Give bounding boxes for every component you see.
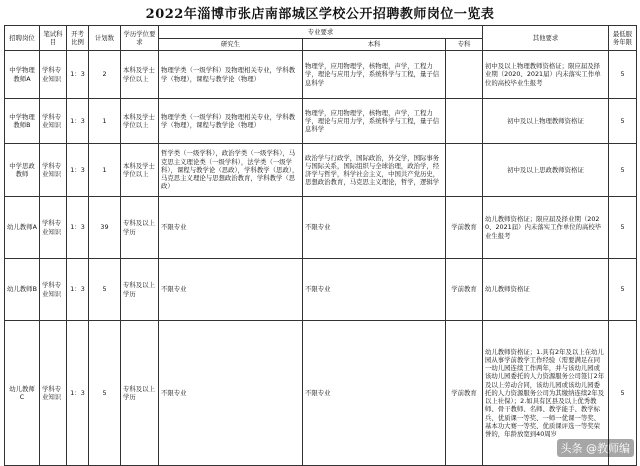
cell-service: 5 — [609, 259, 637, 321]
header-row-1 — [5, 26, 637, 39]
cell-grad: 哲学类（一级学科），政治学类（一级学科），马克思主义理论类（一级学科），法学类（一级学科），课程与教学论（思政），学科教学（思政），马克思主义理论与思想政治教育，学科教学（思政） — [159, 144, 303, 197]
table-row — [5, 259, 637, 321]
cell-plan: 1 — [89, 144, 121, 197]
cell-grad: 不限专业 — [159, 321, 303, 466]
cell-degree: 本科及学士学位以上 — [121, 51, 159, 99]
header-major-group: 专业要求 — [159, 26, 483, 39]
header-service: 最低服务年限 — [609, 26, 637, 51]
cell-other: 幼儿教师资格证；限应届及择业期（2020、2021届）内未落实工作单位的高校毕业生报考 — [483, 197, 609, 259]
cell-other: 初中及以上物理教师资格证；限应届及择业期（2020、2021届）内未落实工作单位的高校毕业生报考 — [483, 51, 609, 99]
table-row — [5, 99, 637, 144]
cell-college: 学前教育 — [446, 259, 483, 321]
cell-undergrad: 政治学与行政学，国际政治，外交学，国际事务与国际关系，国际组织与全球治理，政治学，经济学与哲学，科学社会主义，中国共产党历史，思想政治教育，马克思主义理论，哲学，逻辑学 — [303, 144, 446, 197]
cell-undergrad: 物理学，应用物理学，核物理，声学，工程力学，理论与应用力学，系统科学与工程，量子信息科学 — [303, 51, 446, 99]
cell-service: 5 — [609, 144, 637, 197]
header-other: 其他要求 — [483, 26, 609, 51]
cell-undergrad: 不限专业 — [303, 321, 446, 466]
cell-exam: 学科专业知识 — [40, 99, 67, 144]
cell-plan: 1 — [89, 99, 121, 144]
table-row — [5, 321, 637, 466]
cell-plan: 5 — [89, 259, 121, 321]
cell-plan: 2 — [89, 51, 121, 99]
cell-degree: 专科及以上学历 — [121, 259, 159, 321]
recruitment-table — [4, 25, 637, 466]
cell-position: 中学思政教师 — [5, 144, 40, 197]
cell-other: 幼儿教师资格证 — [483, 259, 609, 321]
cell-undergrad: 不限专业 — [303, 259, 446, 321]
cell-service: 5 — [609, 99, 637, 144]
header-college: 专科 — [446, 39, 483, 51]
cell-grad: 物理学类（一级学科）及物理相关专业，学科教学（物理），课程与教学论（物理） — [159, 51, 303, 99]
cell-exam: 学科专业知识 — [40, 144, 67, 197]
cell-position: 幼儿教师C — [5, 321, 40, 466]
cell-plan: 39 — [89, 197, 121, 259]
cell-degree: 专科及以上学历 — [121, 321, 159, 466]
header-undergrad: 本科 — [303, 39, 446, 51]
cell-service: 5 — [609, 321, 637, 466]
cell-ratio: 1：3 — [67, 197, 89, 259]
cell-position: 中学物理教师A — [5, 51, 40, 99]
cell-degree: 专科及以上学历 — [121, 197, 159, 259]
cell-grad: 不限专业 — [159, 197, 303, 259]
cell-position: 幼儿教师A — [5, 197, 40, 259]
header-grad: 研究生 — [159, 39, 303, 51]
header-plan: 计划数 — [89, 26, 121, 51]
cell-ratio: 1：3 — [67, 99, 89, 144]
page-title: 2022年淄博市张店南部城区学校公开招聘教师岗位一览表 — [145, 7, 495, 22]
cell-exam: 学科专业知识 — [40, 321, 67, 466]
cell-position: 幼儿教师B — [5, 259, 40, 321]
watermark: 头条 @教师编 — [557, 439, 635, 457]
cell-service: 5 — [609, 51, 637, 99]
cell-college: 学前教育 — [446, 321, 483, 466]
cell-college — [446, 99, 483, 144]
table-row — [5, 144, 637, 197]
cell-undergrad: 不限专业 — [303, 197, 446, 259]
cell-other: 初中及以上物理教师资格证 — [483, 99, 609, 144]
table-row — [5, 197, 637, 259]
cell-other: 幼儿教师资格证；1.具有2年及以上在幼儿园从事学前教学工作经验（需要满足在同一幼儿园连续工作两年，并与该幼儿园或该幼儿园委托的人力资源服务公司签订2年及以上劳动合同，该幼儿园或该幼儿园委托的人力资源服务公司为其缴纳连续2年及以上社保）；2.如具有区县及以上优秀教师、骨干教师、名师、教学能手、教学标兵、优质课一等奖、一师一优课一等奖、基本功大赛一等奖、优质课评选一等奖荣誉的，年龄放宽到40周岁 — [483, 321, 609, 466]
cell-exam: 学科专业知识 — [40, 259, 67, 321]
cell-college — [446, 144, 483, 197]
cell-degree: 本科及学士学位以上 — [121, 99, 159, 144]
cell-exam: 学科专业知识 — [40, 197, 67, 259]
cell-college: 学前教育 — [446, 197, 483, 259]
cell-degree: 本科及学士学位以上 — [121, 144, 159, 197]
table-row — [5, 51, 637, 99]
cell-undergrad: 物理学，应用物理学，核物理，声学，工程力学，理论与应用力学，系统科学与工程，量子信息科学 — [303, 99, 446, 144]
cell-position: 中学物理教师B — [5, 99, 40, 144]
header-ratio: 开考比例 — [67, 26, 89, 51]
cell-ratio: 1：3 — [67, 144, 89, 197]
cell-ratio: 1：3 — [67, 259, 89, 321]
cell-service: 5 — [609, 197, 637, 259]
cell-plan: 5 — [89, 321, 121, 466]
cell-grad: 物理学类（一级学科）及物理相关专业，学科教学（物理），课程与教学论（物理） — [159, 99, 303, 144]
cell-college — [446, 51, 483, 99]
header-position: 招聘岗位 — [5, 26, 40, 51]
header-exam: 笔试科目 — [40, 26, 67, 51]
cell-other: 初中及以上思政教师资格证 — [483, 144, 609, 197]
cell-exam: 学科专业知识 — [40, 51, 67, 99]
header-degree: 学历学位要求 — [121, 26, 159, 51]
cell-ratio: 1：3 — [67, 321, 89, 466]
cell-grad: 不限专业 — [159, 259, 303, 321]
cell-ratio: 1：3 — [67, 51, 89, 99]
